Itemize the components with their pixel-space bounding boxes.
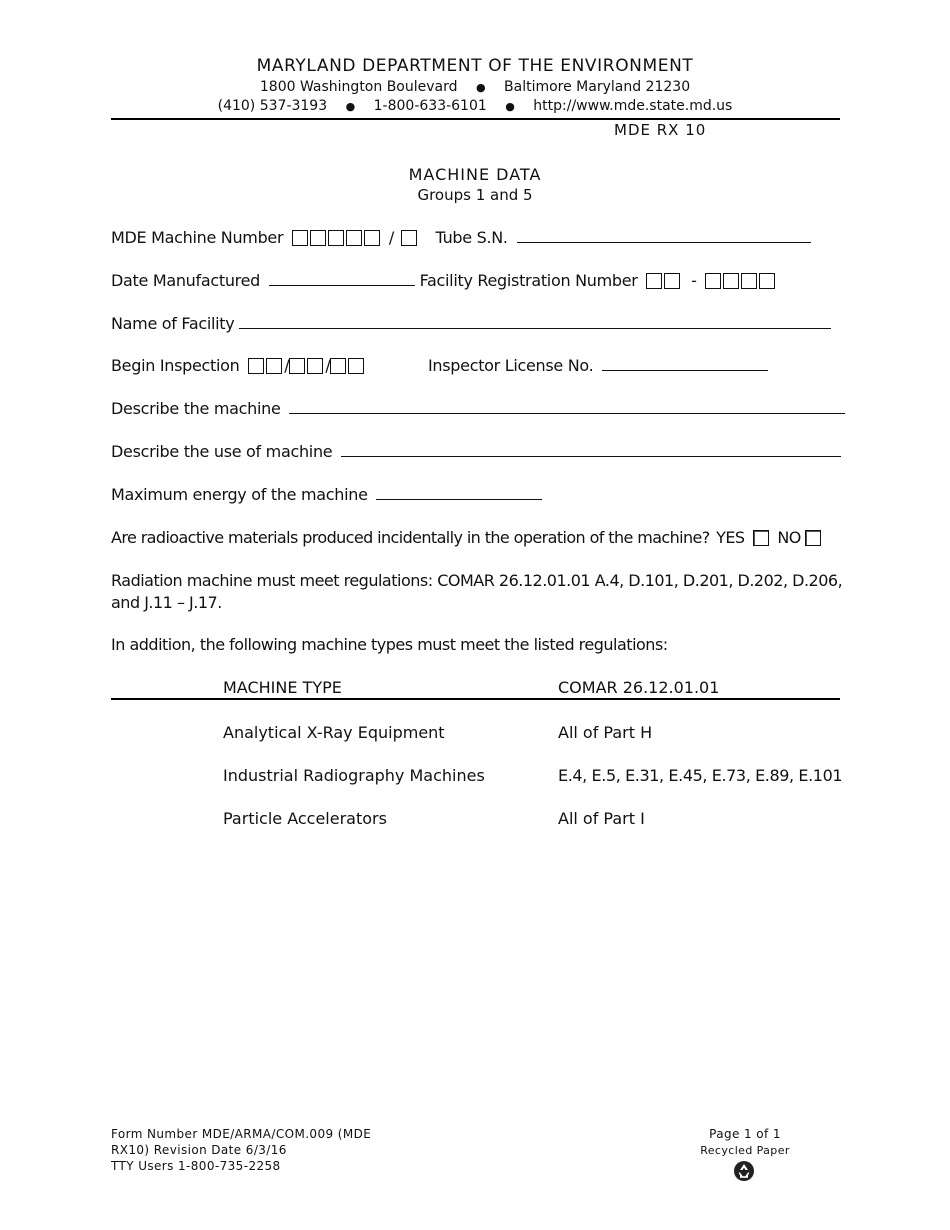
form-code: MDE RX 10 [614,121,707,139]
phone-number: (410) 537-3193 [217,98,328,114]
inspector-license [428,356,768,375]
footer-page-number: Page 1 of 1 [709,1127,781,1141]
max-energy-row [111,485,542,504]
facility-name-label: Name of Facility [111,314,235,333]
inspector-license-field[interactable] [602,356,768,371]
radioactive-question: Are radioactive materials produced incidentally in the operation of the machine? [111,528,710,547]
slash-separator: / [284,356,290,375]
bullet-separator: ● [475,81,486,94]
header-rule [111,118,840,120]
facility-reg-suffix-boxes[interactable] [705,273,777,293]
describe-use-row [111,442,841,461]
city-address: Baltimore Maryland 21230 [504,79,691,95]
no-label: NO [777,528,801,547]
organization-name: MARYLAND DEPARTMENT OF THE ENVIRONMENT [256,56,694,76]
max-energy-label: Maximum energy of the machine [111,485,368,504]
describe-machine-row [111,399,845,418]
slash-separator: / [325,356,331,375]
describe-use-label: Describe the use of machine [111,442,333,461]
date-manufactured-field[interactable] [269,271,415,286]
table-row-regulation: E.4, E.5, E.31, E.45, E.73, E.89, E.101 [558,766,843,785]
no-checkbox[interactable] [805,530,821,546]
inspector-license-label: Inspector License No. [428,356,594,375]
tube-sn-field[interactable] [517,228,811,243]
table-header-comar: COMAR 26.12.01.01 [558,678,720,697]
inspection-day-boxes[interactable] [289,358,325,378]
facility-name-field[interactable] [239,314,831,329]
address-line [0,79,950,95]
inspection-month-boxes[interactable] [248,358,284,378]
machine-number-label: MDE Machine Number [111,228,284,247]
date-facility-row [111,271,777,293]
facility-reg-prefix-boxes[interactable] [646,273,682,293]
tollfree-number: 1-800-633-6101 [373,98,487,114]
additional-regulations-intro: In addition, the following machine types must meet the listed regulations: [111,635,668,654]
footer-tty: TTY Users 1-800-735-2258 [111,1159,281,1173]
machine-number-boxes[interactable] [292,230,382,250]
slash-separator: / [388,228,394,247]
bullet-separator: ● [345,100,356,113]
facility-name-row [111,314,831,333]
street-address: 1800 Washington Boulevard [259,79,458,95]
recycle-icon [733,1160,755,1186]
form-title: MACHINE DATA [408,165,542,184]
facility-registration-label: Facility Registration Number [419,271,638,290]
table-row-machine-type: Industrial Radiography Machines [223,766,485,785]
tube-sn-label: Tube S.N. [435,228,508,247]
max-energy-field[interactable] [376,485,542,500]
footer-form-number: Form Number MDE/ARMA/COM.009 (MDE RX10) Revision Date 6/3/16 [111,1127,372,1157]
table-row-machine-type: Particle Accelerators [223,809,387,828]
table-row-regulation: All of Part H [558,723,653,742]
table-header-rule [111,698,840,700]
dash-separator: - [691,271,697,290]
radioactive-row [111,528,821,547]
machine-suffix-box[interactable] [401,230,419,250]
website-link[interactable]: http://www.mde.state.md.us [533,98,733,114]
begin-inspection-label: Begin Inspection [111,356,240,375]
inspection-row [111,356,366,378]
form-subtitle: Groups 1 and 5 [417,186,533,204]
inspection-year-boxes[interactable] [330,358,366,378]
contact-line [0,98,950,114]
general-regulations: Radiation machine must meet regulations: COMAR 26.12.01.01 A.4, D.101, D.201, D.202, D.206, and J.11 – J.17. [111,571,843,612]
yes-checkbox[interactable] [753,530,769,546]
describe-machine-field[interactable] [289,399,845,414]
table-row-regulation: All of Part I [558,809,645,828]
describe-use-field[interactable] [341,442,841,457]
describe-machine-label: Describe the machine [111,399,281,418]
machine-number-row [111,228,811,250]
date-manufactured-label: Date Manufactured [111,271,260,290]
footer-recycled-paper: Recycled Paper [700,1144,790,1157]
yes-label: YES [716,528,745,547]
bullet-separator: ● [505,100,515,113]
table-row-machine-type: Analytical X-Ray Equipment [223,723,445,742]
table-header-machine-type: MACHINE TYPE [223,678,342,697]
